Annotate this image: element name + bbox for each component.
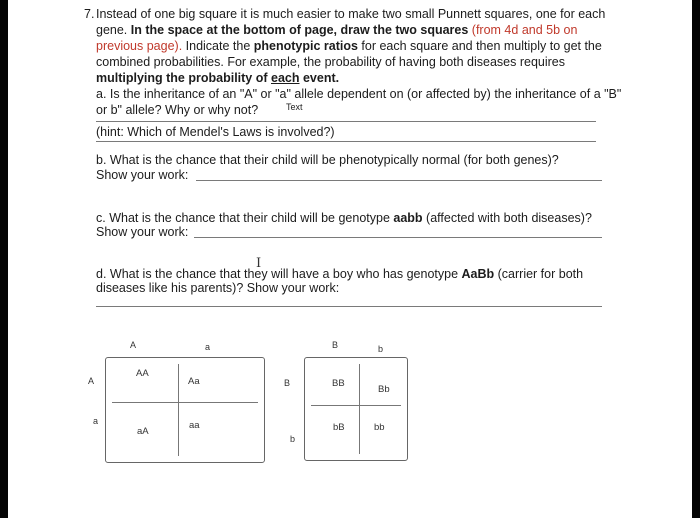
part-a-line-1: a. Is the inheritance of an "A" or "a" allele dependent on (or affected by) the inheritance of a "B": [96, 87, 622, 101]
punnett-a-cell: aA: [137, 426, 149, 437]
punnett-b-cell: Bb: [378, 384, 390, 395]
answer-line-d: [96, 306, 602, 307]
text-cursor-icon: I: [256, 256, 262, 271]
punnett-b-grid: [304, 357, 408, 461]
punnett-b-side-allele-1: B: [284, 378, 291, 388]
punnett-b-side-allele-2: b: [290, 434, 296, 444]
punnett-b-cell: BB: [332, 378, 345, 389]
punnett-b-vertical-divider: [359, 364, 360, 454]
intro-line-5: multiplying the probability of each event.: [96, 71, 340, 85]
punnett-a-cell: aa: [189, 420, 200, 431]
part-d-question: d. What is the chance that they will have a boy who has genotype AaBb (carrier for both: [96, 267, 584, 281]
hint-text: (hint: Which of Mendel's Laws is involved?): [96, 125, 335, 139]
part-b-question: b. What is the chance that their child will be phenotypically normal (for both genes)?: [96, 153, 559, 167]
intro-line-3: previous page). Indicate the phenotypic ratios for each square and then multiply to get the: [96, 39, 602, 53]
part-a-line-2: or b" allele? Why or why not?: [96, 103, 259, 117]
intro-line-4: combined probabilities. For example, the probability of having both diseases requires: [96, 55, 566, 69]
right-black-border: [692, 0, 700, 518]
hint-underline: [96, 141, 596, 142]
left-black-border: [0, 0, 8, 518]
punnett-b-top-allele-1: B: [332, 340, 339, 350]
punnett-a-cell: Aa: [188, 376, 200, 387]
answer-line-b: [196, 180, 602, 181]
intro-line-1: Instead of one big square it is much easier to make two small Punnett squares, one for each: [96, 7, 606, 21]
punnett-a-vertical-divider: [178, 364, 179, 456]
intro-line-2: gene. In the space at the bottom of page, draw the two squares (from 4d and 5b on: [96, 23, 578, 37]
text-tool-label: Text: [286, 102, 303, 112]
part-c-question: c. What is the chance that their child will be genotype aabb (affected with both diseases)?: [96, 211, 592, 225]
punnett-a-top-allele-1: A: [130, 340, 137, 350]
punnett-a-side-allele-1: A: [88, 376, 95, 386]
punnett-b-horizontal-divider: [311, 405, 401, 406]
punnett-a-side-allele-2: a: [93, 416, 99, 426]
question-intro: [96, 6, 656, 118]
punnett-a-cell: AA: [136, 368, 149, 379]
answer-line-a: [96, 121, 596, 122]
punnett-b-cell: bb: [374, 422, 385, 433]
punnett-b-top-allele-2: b: [378, 344, 384, 354]
part-d-question-line-2: diseases like his parents)? Show your work:: [96, 281, 340, 295]
punnett-a-horizontal-divider: [112, 402, 258, 403]
part-b-show-work: Show your work:: [96, 168, 189, 182]
punnett-a-grid: [105, 357, 265, 463]
punnett-b-cell: bB: [333, 422, 345, 433]
part-c-show-work: Show your work:: [96, 225, 189, 239]
punnett-a-top-allele-2: a: [205, 342, 211, 352]
question-number: 7.: [84, 7, 95, 21]
answer-line-c: [194, 237, 602, 238]
